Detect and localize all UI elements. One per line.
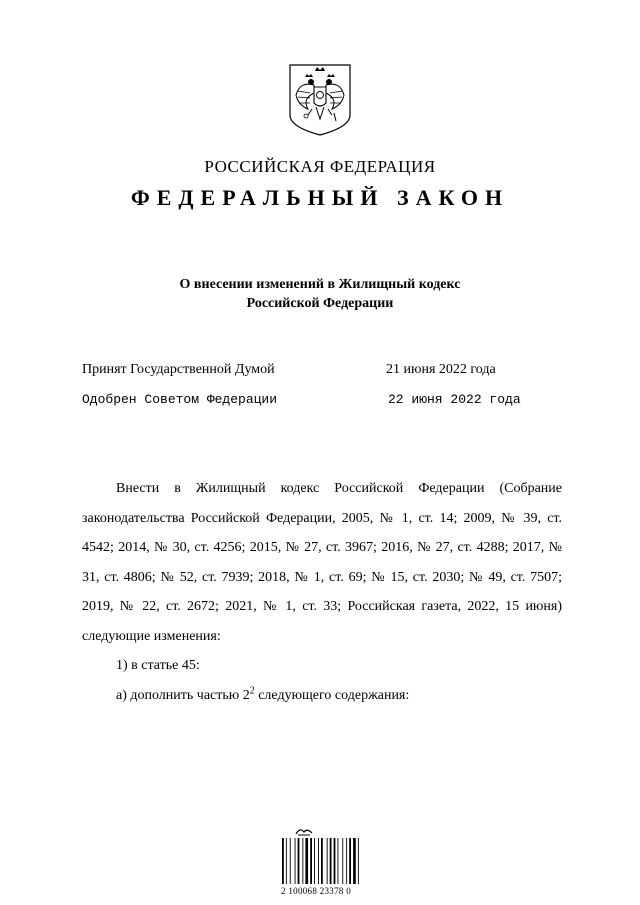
intro-paragraph: Внести в Жилищный кодекс Российской Федерации (Собрание законодательства Российской Федерации, 2005, № 1, ст. 14; 2009, № 39, ст. 4542; 2014, № 30, ст. 4256; 2015, № 27, ст. 3967; 2016, № 27, ст. 4288; 2017, № 31, ст. 4806; № 52, ст. 7939; 2018, № 1, ст. 69; № 15, ст. 2030; № 49, ст. 7507; 2019, № 22, ст. 2672; 2021, № 1, ст. 33; Российская газета, 2022, 15 июня) следующие изменения: <box>82 481 562 644</box>
item-1: 1) в статье 45: <box>116 658 200 673</box>
duma-adoption-date: 21 июня 2022 года <box>386 362 496 377</box>
item-a-prefix: а) дополнить частью 2 <box>116 687 250 703</box>
barcode-number: 2 100068 23378 0 <box>281 886 352 896</box>
law-title-line-2: Российской Федерации <box>246 296 394 311</box>
law-title <box>0 275 640 313</box>
law-body <box>82 474 562 710</box>
coat-of-arms-icon <box>288 63 352 137</box>
law-type-heading: ФЕДЕРАЛЬНЫЙ ЗАКОН <box>130 185 510 210</box>
barcode-icon <box>281 838 365 886</box>
barcode-block <box>281 826 371 896</box>
item-a-suffix: следующего содержания: <box>254 687 410 703</box>
item-a-superscript: 2 <box>249 684 255 696</box>
council-approval-date: 22 июня 2022 года <box>388 392 521 407</box>
duma-adoption-label: Принят Государственной Думой <box>82 362 275 377</box>
document-mark-icon <box>295 826 313 836</box>
item-a <box>82 681 562 711</box>
council-approval-label: Одобрен Советом Федерации <box>82 392 278 407</box>
law-title-line-1: О внесении изменений в Жилищный кодекс <box>179 277 461 292</box>
country-name: РОССИЙСКАЯ ФЕДЕРАЦИЯ <box>204 157 436 176</box>
